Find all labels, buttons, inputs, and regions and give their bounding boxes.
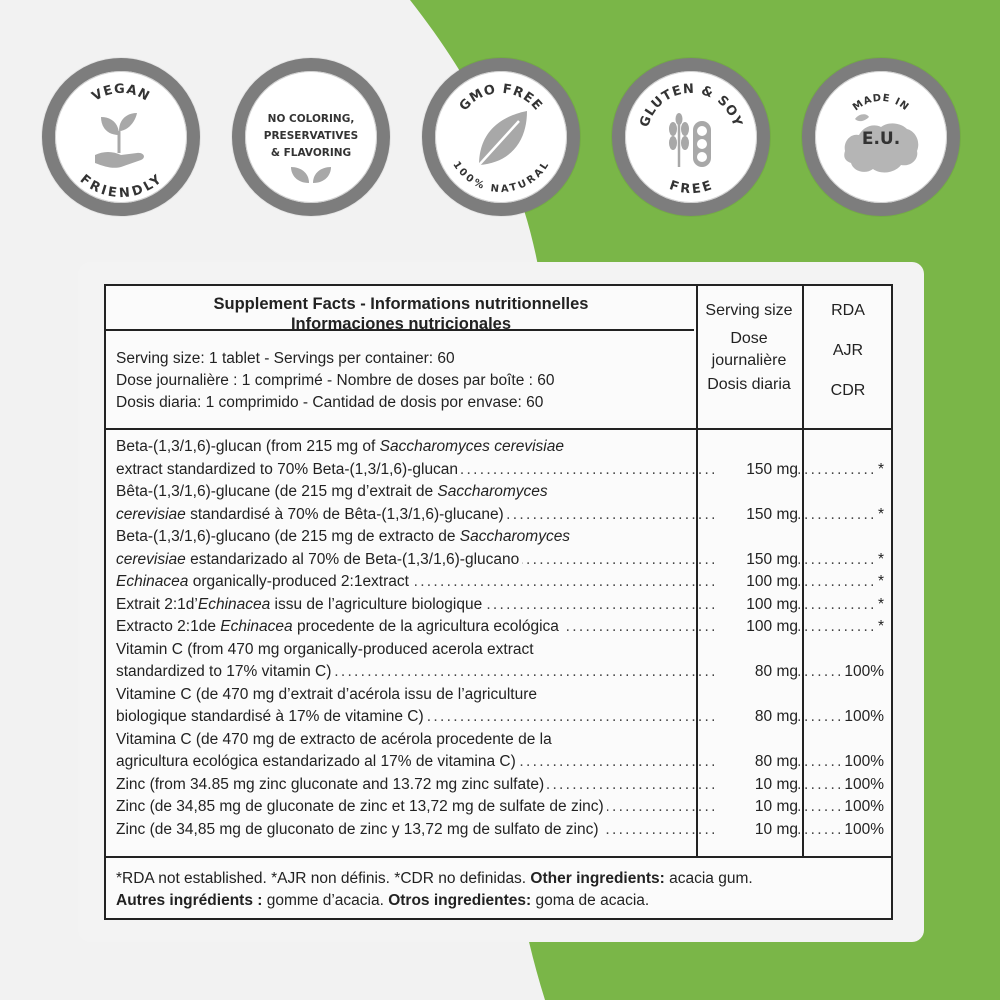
table-row (116, 706, 886, 729)
gmo-free-badge (422, 58, 580, 216)
table-row (116, 774, 886, 797)
ingredient-text (116, 551, 522, 568)
ingredient-rda (804, 571, 884, 594)
ingredient-text-it: Echinacea (220, 618, 293, 635)
table-row (116, 571, 886, 594)
ingredient-rda (804, 706, 884, 729)
ingredient-text-pre: Zinc (de 34,85 mg de gluconato de zinc y 13,72 mg de sulfato de zinc) (116, 820, 599, 838)
footer-other-value: acacia gum. (664, 870, 753, 887)
badge-no-coloring-line3: & FLAVORING (270, 147, 352, 159)
ingredient-label (116, 751, 800, 774)
ingredient-text-it: Echinacea (116, 573, 189, 590)
ingredient-text (116, 573, 412, 590)
ingredient-rda (804, 661, 884, 684)
ingredient-amount: 10 mg (716, 796, 798, 819)
ingredient-text (116, 753, 519, 770)
ingredient-amount: 100 mg (716, 594, 798, 617)
ingredient-label (116, 819, 800, 842)
ingredient-text-pre: biologique standardisé à 17% de vitamine C) (116, 708, 424, 725)
ingredient-rda (804, 594, 884, 617)
table-row (116, 436, 886, 459)
serving-line-es: Dosis diaria: 1 comprimido - Cantidad de dosis por envase: 60 (116, 394, 544, 411)
leaves-icon (245, 71, 377, 203)
ingredient-text-pre: standardized to 17% vitamin C) (116, 663, 332, 680)
ingredient-rda-value: 100% (844, 820, 884, 838)
ingredient-text (116, 438, 567, 455)
ingredient-text-it: Saccharomyces (437, 483, 548, 500)
ingredient-text (116, 618, 562, 635)
table-row (116, 661, 886, 684)
footer-rda-note: *RDA not established. *AJR non définis. *CDR no definidas. (116, 870, 531, 887)
serving-line-fr: Dose journalière : 1 comprimé - Nombre de doses par boîte : 60 (116, 372, 555, 389)
ingredient-text (116, 596, 485, 613)
ingredient-text-post: estandarizado al 70% de Beta-(1,3/1,6)-glucano (185, 550, 520, 568)
no-coloring-badge (232, 58, 390, 216)
ingredient-text (116, 506, 507, 523)
ingredient-amount: 10 mg (716, 819, 798, 842)
ingredient-label (116, 774, 800, 797)
ingredient-text (116, 731, 555, 748)
ingredient-text (116, 483, 551, 500)
ingredient-label (116, 684, 800, 707)
ingredient-rda-value: 100% (844, 663, 884, 680)
ingredient-text-pre: Bêta-(1,3/1,6)-glucane (de 215 mg d’extrait de (116, 483, 438, 500)
ingredient-rda (804, 504, 884, 527)
ingredient-label (116, 796, 800, 819)
ingredient-text-it: Saccharomyces (459, 528, 571, 545)
badge-gluten-top-text: GLUTEN & SOY (637, 81, 745, 130)
ingredient-rda-value (882, 483, 884, 500)
header-serving-fr2: journalière (711, 352, 787, 369)
ingredient-rda (804, 459, 884, 482)
table-row (116, 549, 886, 572)
ingredient-label (116, 549, 800, 572)
ingredient-rda-value: * (877, 460, 884, 478)
ingredient-rda (804, 796, 884, 819)
hand-plant-icon (95, 113, 144, 168)
made-in-eu-badge (802, 58, 960, 216)
ingredient-rda (804, 481, 884, 504)
ingredient-rda-value: * (877, 550, 884, 568)
ingredient-text (116, 776, 547, 793)
ingredient-rda (804, 639, 884, 662)
table-row (116, 504, 886, 527)
ingredient-rda-value (882, 528, 884, 545)
ingredient-rda (804, 729, 884, 752)
ingredient-text (116, 821, 602, 838)
ingredient-label (116, 526, 800, 549)
header-ajr: AJR (832, 342, 864, 359)
ingredient-text-post: standardisé à 70% de Bêta-(1,3/1,6)-glucane) (185, 505, 504, 523)
svg-text:GMO FREE (457, 82, 546, 114)
ingredient-amount: 80 mg (716, 751, 798, 774)
ingredient-text-post: organically-produced 2:1extract (188, 573, 409, 590)
table-row (116, 616, 886, 639)
table-row (116, 594, 886, 617)
footer-line2 (116, 890, 753, 912)
serving-line-en: Serving size: 1 tablet - Servings per container: 60 (116, 350, 455, 367)
footer-autres-label: Autres ingrédients : (116, 892, 263, 909)
ingredient-amount: 100 mg (716, 571, 798, 594)
badge-vegan-bottom-text: FRIENDLY (76, 171, 166, 202)
ingredient-label (116, 571, 800, 594)
ingredient-label (116, 706, 800, 729)
ingredient-rda (804, 436, 884, 459)
ingredient-text (116, 461, 461, 478)
ingredient-text (116, 798, 607, 815)
ingredient-rda-value: 100% (844, 708, 884, 725)
table-footer (116, 868, 753, 912)
table-row (116, 819, 886, 842)
gluten-soy-free-badge (612, 58, 770, 216)
table-row (116, 639, 886, 662)
ingredient-label (116, 729, 800, 752)
ingredient-amount: 80 mg (716, 661, 798, 684)
table-row (116, 796, 886, 819)
footer-line1 (116, 868, 753, 890)
ingredient-rda-value: 100% (844, 753, 884, 770)
table-title-line1: Supplement Facts - Informations nutritionnelles (213, 295, 589, 313)
ingredient-label (116, 616, 800, 639)
ingredient-text-it: cerevisiae (116, 505, 186, 523)
ingredient-text-it: Echinacea (197, 595, 271, 613)
ingredient-label (116, 594, 800, 617)
table-row (116, 684, 886, 707)
ingredient-text-pre: extract standardized to 70% Beta-(1,3/1,6)-glucan (116, 460, 459, 478)
header-serving-es: Dosis diaria (707, 376, 791, 393)
ingredient-label (116, 459, 800, 482)
ingredient-text-pre: Zinc (de 34,85 mg de gluconate de zinc et 13,72 mg de sulfate de zinc) (116, 798, 604, 815)
svg-text:FREE (667, 178, 714, 197)
badge-gluten-bottom-text: FREE (667, 178, 715, 198)
header-cdr: CDR (830, 382, 866, 399)
ingredient-text-pre: Extrait 2:1d’ (116, 595, 198, 613)
badge-gmo-top-text: GMO FREE (456, 81, 546, 115)
svg-text:VEGAN (90, 82, 153, 105)
ingredient-rda-value (882, 641, 884, 658)
ingredient-amount: 100 mg (716, 616, 798, 639)
footer-divider (106, 856, 891, 858)
badge-eu-text: E.U. (861, 129, 901, 149)
ingredient-text-pre: Beta-(1,3/1,6)-glucan (from 215 mg of (116, 438, 380, 455)
ingredient-text-post: procedente de la agricultura ecológica (292, 618, 559, 635)
ingredient-label (116, 639, 800, 662)
badge-vegan-top-text: VEGAN (89, 81, 153, 105)
table-title-line2: Informaciones nutricionales (290, 315, 512, 333)
ingredient-rda-value: * (877, 573, 884, 590)
ingredient-rda-value (882, 686, 884, 703)
ingredient-text-pre: Vitamina C (de 470 mg de extracto de acérola procedente de la (116, 730, 552, 748)
ingredient-text-pre: Vitamin C (from 470 mg organically-produced acerola extract (116, 640, 534, 658)
table-row (116, 751, 886, 774)
badge-no-coloring-line1: NO COLORING, (267, 113, 355, 125)
rda-header (804, 300, 892, 402)
ingredient-text (116, 528, 573, 545)
ingredient-label (116, 436, 800, 459)
ingredient-text (116, 708, 427, 725)
table-row (116, 459, 886, 482)
table-row (116, 481, 886, 504)
ingredient-amount: 150 mg (716, 549, 798, 572)
badge-made-in-text: MADE IN (851, 92, 912, 114)
svg-text:100% NATURAL (450, 160, 551, 196)
ingredient-amount: 150 mg (716, 504, 798, 527)
ingredient-amount: 80 mg (716, 706, 798, 729)
ingredient-label (116, 661, 800, 684)
ingredient-rda (804, 684, 884, 707)
ingredient-text-pre: Extracto 2:1de (116, 618, 221, 635)
ingredient-rda (804, 616, 884, 639)
ingredient-rda-value: * (877, 505, 884, 523)
header-serving-en: Serving size (705, 302, 793, 319)
table-title (106, 294, 696, 334)
ingredient-text-pre: agricultura ecológica estandarizado al 17% de vitamina C) (116, 753, 516, 770)
ingredient-rows (116, 436, 886, 841)
badge-no-coloring-line2: PRESERVATIVES (263, 130, 359, 142)
ingredient-rda (804, 751, 884, 774)
serving-info (116, 348, 555, 414)
wheat-soy-icon (669, 113, 711, 167)
footer-otros-value: goma de acacia. (531, 892, 650, 909)
svg-text:GLUTEN & SOY (637, 82, 745, 129)
ingredient-amount: 150 mg (716, 459, 798, 482)
footer-otros-label: Otros ingredientes: (388, 892, 532, 909)
ingredient-rda (804, 774, 884, 797)
header-serving-fr1: Dose (730, 330, 768, 347)
ingredient-text-it: Saccharomyces cerevisiae (379, 438, 564, 455)
badge-gmo-bottom-text: 100% NATURAL (450, 159, 552, 196)
ingredient-rda-value: * (877, 618, 884, 635)
footer-other-label: Other ingredients: (530, 870, 665, 887)
serving-size-header (696, 300, 802, 396)
ingredient-text-it: cerevisiae (116, 550, 186, 568)
ingredient-rda (804, 549, 884, 572)
ingredient-rda-value (882, 731, 884, 748)
ingredient-rda (804, 526, 884, 549)
header-divider (106, 428, 891, 430)
vegan-friendly-badge (42, 58, 200, 216)
ingredient-rda (804, 819, 884, 842)
ingredient-rda-value (882, 438, 884, 455)
ingredient-text-pre: Zinc (from 34.85 mg zinc gluconate and 13.72 mg zinc sulfate) (116, 775, 545, 793)
ingredient-rda-value: * (877, 595, 884, 613)
ingredient-text-pre: Vitamine C (de 470 mg d’extrait d’acérola issu de l’agriculture (116, 685, 538, 703)
leaf-icon (479, 111, 527, 165)
svg-text:FRIENDLY (77, 172, 165, 201)
ingredient-text (116, 641, 537, 658)
ingredient-label (116, 504, 800, 527)
ingredient-text (116, 686, 540, 703)
ingredient-text-pre: Beta-(1,3/1,6)-glucano (de 215 mg de extracto de (116, 528, 460, 545)
table-row (116, 729, 886, 752)
supplement-facts-table (104, 284, 893, 920)
footer-autres-value: gomme d’acacia. (262, 892, 389, 909)
ingredient-amount: 10 mg (716, 774, 798, 797)
ingredient-rda-value: 100% (844, 798, 884, 815)
ingredient-label (116, 481, 800, 504)
ingredient-rda-value: 100% (844, 775, 884, 793)
header-rda: RDA (831, 302, 865, 319)
ingredient-text (116, 663, 334, 680)
svg-text:MADE IN (851, 93, 911, 114)
table-row (116, 526, 886, 549)
ingredient-text-post: issu de l’agriculture biologique (270, 595, 483, 613)
